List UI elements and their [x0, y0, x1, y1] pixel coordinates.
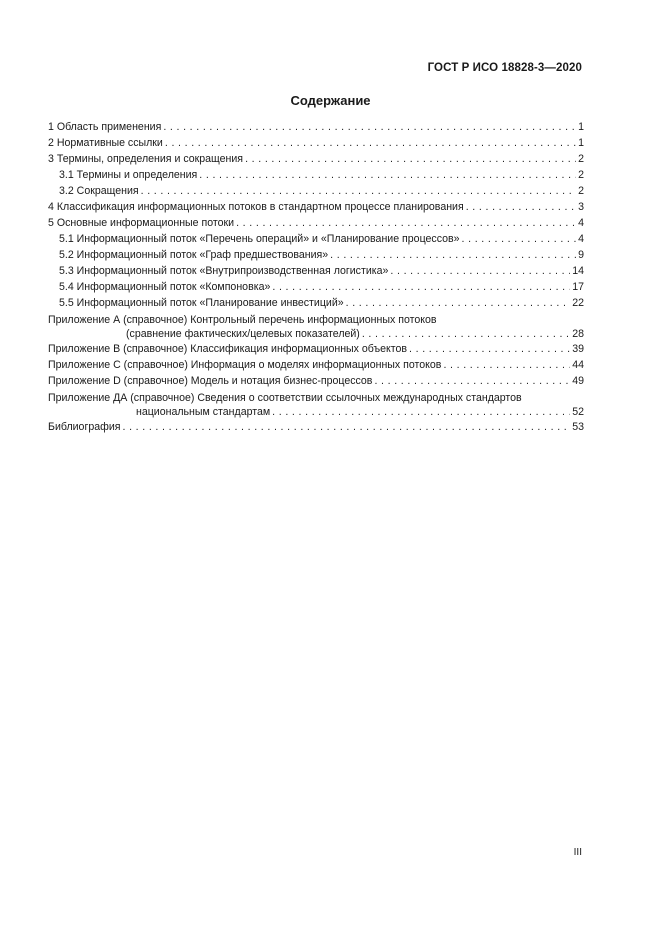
toc-entry[interactable] — [48, 183, 584, 199]
toc-entry-text: Приложение А (справочное) Контрольный перечень информационных потоков — [48, 314, 437, 326]
toc-entry-page: 14 — [572, 265, 584, 277]
toc-entry-text: 3.1 Термины и определения — [59, 169, 198, 181]
toc-entry[interactable] — [48, 279, 584, 295]
toc-entry-annex-da[interactable] — [48, 391, 584, 419]
toc-entry-text: 5.5 Информационный поток «Планирование инвестиций» — [59, 297, 344, 309]
toc-entry-page: 4 — [578, 233, 584, 245]
toc-entry-page: 53 — [572, 421, 584, 433]
toc-entry-text: 5.3 Информационный поток «Внутрипроизводственная логистика» — [59, 265, 389, 277]
table-of-contents — [48, 119, 584, 435]
toc-entry[interactable] — [48, 167, 584, 183]
toc-entry-page: 39 — [572, 343, 584, 355]
toc-entry-page: 49 — [572, 375, 584, 387]
toc-entry[interactable] — [48, 151, 584, 167]
toc-entry-text: Приложение D (справочное) Модель и нотация бизнес-процессов — [48, 375, 373, 387]
toc-leader-dots — [236, 215, 576, 231]
toc-leader-dots — [272, 279, 570, 295]
document-code-header: ГОСТ Р ИСО 18828-3—2020 — [427, 62, 582, 74]
toc-entry-page: 44 — [572, 359, 584, 371]
toc-leader-dots — [462, 231, 577, 247]
toc-entry-page: 2 — [578, 169, 584, 181]
toc-entry[interactable] — [48, 215, 584, 231]
toc-entry-page: 3 — [578, 201, 584, 213]
toc-entry-annex[interactable] — [48, 373, 584, 389]
toc-entry-text: 5.4 Информационный поток «Компоновка» — [59, 281, 271, 293]
toc-leader-dots — [443, 357, 570, 373]
toc-entry-text: Приложение В (справочное) Классификация информационных объектов — [48, 343, 408, 355]
toc-entry-bibliography[interactable] — [48, 419, 584, 435]
toc-entry-page: 1 — [578, 137, 584, 149]
toc-entry[interactable] — [48, 199, 584, 215]
toc-leader-dots — [122, 419, 570, 435]
toc-entry[interactable] — [48, 247, 584, 263]
toc-leader-dots — [272, 405, 570, 419]
toc-entry-continuation — [48, 405, 584, 419]
toc-entry-text: Библиография — [48, 421, 121, 433]
toc-entry[interactable] — [48, 135, 584, 151]
toc-entry-text: 4 Классификация информационных потоков в стандартном процессе планирования — [48, 201, 464, 213]
toc-entry-text: 5 Основные информационные потоки — [48, 217, 235, 229]
toc-leader-dots — [245, 151, 576, 167]
toc-entry[interactable] — [48, 263, 584, 279]
toc-entry-page: 9 — [578, 249, 584, 261]
toc-entry[interactable] — [48, 119, 584, 135]
toc-entry-text: Приложение С (справочное) Информация о моделях информационных потоков — [48, 359, 442, 371]
toc-title: Содержание — [290, 93, 371, 108]
toc-leader-dots — [409, 341, 570, 357]
toc-entry-page: 22 — [572, 297, 584, 309]
toc-entry-page: 4 — [578, 217, 584, 229]
toc-entry-text: 2 Нормативные ссылки — [48, 137, 163, 149]
toc-entry[interactable] — [48, 295, 584, 311]
toc-entry-annex[interactable] — [48, 357, 584, 373]
toc-leader-dots — [199, 167, 576, 183]
toc-entry-text: 3 Термины, определения и сокращения — [48, 153, 244, 165]
toc-leader-dots — [141, 183, 576, 199]
toc-leader-dots — [374, 373, 570, 389]
toc-entry-continuation — [48, 327, 584, 341]
toc-entry-page: 2 — [578, 153, 584, 165]
toc-entry-text-continued: (сравнение фактических/целевых показателей) — [126, 328, 360, 340]
toc-leader-dots — [390, 263, 570, 279]
toc-entry-annex[interactable] — [48, 341, 584, 357]
toc-leader-dots — [466, 199, 576, 215]
toc-leader-dots — [346, 295, 571, 311]
toc-entry-page: 52 — [572, 406, 584, 418]
toc-entry-text: 1 Область применения — [48, 121, 162, 133]
toc-entry-text: 5.2 Информационный поток «Граф предшествования» — [59, 249, 329, 261]
toc-leader-dots — [163, 119, 576, 135]
toc-leader-dots — [165, 135, 576, 151]
toc-entry-text: Приложение ДА (справочное) Сведения о соответствии ссылочных международных стандартов — [48, 392, 522, 404]
toc-entry-page: 2 — [578, 185, 584, 197]
toc-entry-text: 3.2 Сокращения — [59, 185, 139, 197]
toc-entry-text: 5.1 Информационный поток «Перечень операций» и «Планирование процессов» — [59, 233, 460, 245]
toc-entry-page: 1 — [578, 121, 584, 133]
toc-leader-dots — [362, 327, 570, 341]
toc-entry-text-continued: национальным стандартам — [136, 406, 271, 418]
toc-entry[interactable] — [48, 231, 584, 247]
page-number: III — [573, 847, 582, 858]
toc-leader-dots — [330, 247, 576, 263]
toc-entry-page: 17 — [572, 281, 584, 293]
toc-entry-page: 28 — [572, 328, 584, 340]
toc-entry-annex-a[interactable] — [48, 313, 584, 341]
